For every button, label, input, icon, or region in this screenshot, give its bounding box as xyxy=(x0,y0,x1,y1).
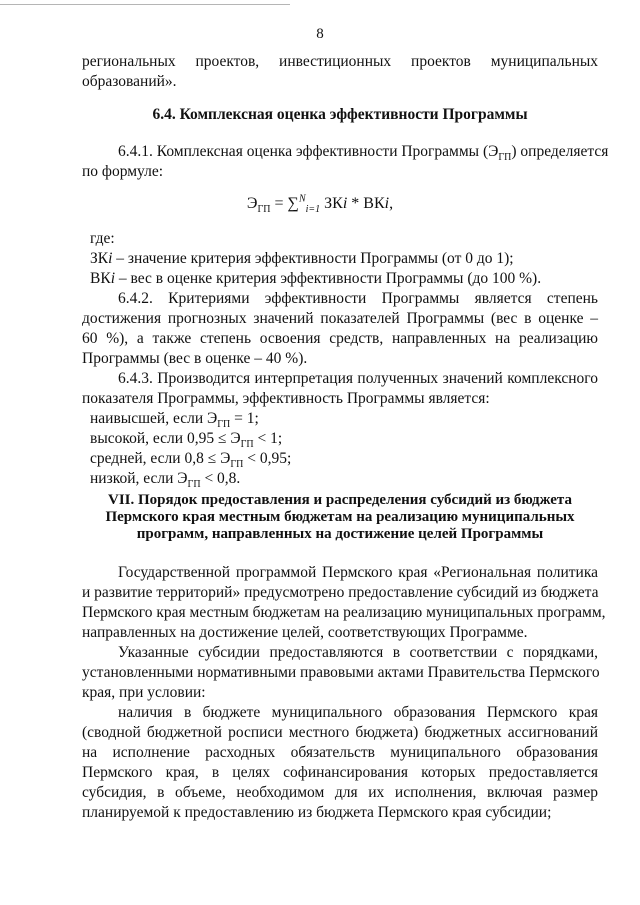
efficiency-formula: $Э_{ГП} = \sum^N_{i=1}$ ЗКi * ВКi, xyxy=(246,193,394,216)
level-medium: средней, если $0,8 \le Э_{ГП} < 0,95$; xyxy=(90,450,292,471)
p642-line: 6.4.2. Критериями эффективности Программы является степень xyxy=(118,290,598,307)
section-6-4-heading: 6.4. Комплексная оценка эффективности Программы xyxy=(152,106,528,123)
s7-p2-line: края, при условии: xyxy=(82,684,206,701)
s7-p2-line: Указанные субсидии предоставляются в соответствии с порядками, xyxy=(118,644,598,661)
s7-p3-line: на исполнение расходных обязательств муниципального образования xyxy=(82,744,598,761)
s7-p3-line: наличия в бюджете муниципального образования Пермского края xyxy=(118,704,598,721)
intro-word: региональных xyxy=(82,53,176,70)
s7-p3-line: субсидия, в объеме, необходимом для их исполнения, включая размер xyxy=(82,784,598,801)
p641-line-1: 6.4.1. Комплексная оценка эффективности Программы $(Э_{ГП})$ определяется xyxy=(118,143,609,164)
intro-word: инвестиционных xyxy=(279,53,392,70)
section-7-heading-line: программ, направленных на достижение целей Программы xyxy=(136,526,544,542)
p642-line: Программы (вес в оценке – 40 %). xyxy=(82,350,308,367)
page-number: 8 xyxy=(316,26,324,42)
p642-line: 60 %), а также степень освоения средств, направленных на реализацию xyxy=(82,330,598,347)
intro-line-2: образований». xyxy=(82,73,177,90)
section-7-heading-line: Пермского края местным бюджетам на реализацию муниципальных xyxy=(105,509,575,525)
where-label: где: xyxy=(90,230,115,247)
top-divider xyxy=(0,4,290,5)
p642-line: достижения прогнозных значений показателей Программы (вес в оценке – xyxy=(82,310,598,327)
s7-p1-line: направленных на достижение целей, соответствующих Программе. xyxy=(82,624,528,641)
zk-definition: ЗКi – значение критерия эффективности Программы (от 0 до 1); xyxy=(90,250,514,267)
s7-p3-line: (сводной бюджетной росписи местного бюджета) бюджетных ассигнований xyxy=(82,724,598,741)
intro-word: муниципальных xyxy=(490,53,599,70)
s7-p1-line: Пермского края местным бюджетам на реализацию муниципальных программ, xyxy=(82,604,606,621)
p641-line-2: по формуле: xyxy=(82,163,164,180)
level-high: высокой, если $0,95 \le Э_{ГП} < 1$; xyxy=(90,430,283,451)
section-7-heading-line: VII. Порядок предоставления и распределения субсидий из бюджета xyxy=(108,492,572,508)
intro-line-1 xyxy=(82,52,598,72)
s7-p3-line: планируемой к предоставлению из бюджета Пермского края субсидии; xyxy=(82,804,552,821)
s7-p1-line: Государственной программой Пермского края «Региональная политика xyxy=(118,564,598,581)
p643-line: показателя Программы, эффективность Программы является: xyxy=(82,390,490,407)
intro-word: проектов xyxy=(411,53,471,70)
p643-line: 6.4.3. Производится интерпретация полученных значений комплексного xyxy=(118,370,598,387)
level-highest: наивысшей, если $Э_{ГП} = 1$; xyxy=(90,410,259,431)
intro-word: проектов, xyxy=(195,53,260,70)
s7-p1-line: и развитие территорий» предусмотрено предоставление субсидий из бюджета xyxy=(82,584,599,601)
vk-definition: ВКi – вес в оценке критерия эффективности Программы (до 100 %). xyxy=(90,270,542,287)
s7-p2-line: установленными нормативными правовыми актами Правительства Пермского xyxy=(82,664,600,681)
level-low: низкой, если $Э_{ГП} < 0,8$. xyxy=(90,470,241,491)
s7-p3-line: Пермского края, в целях софинансирования которых предоставляется xyxy=(82,764,598,781)
